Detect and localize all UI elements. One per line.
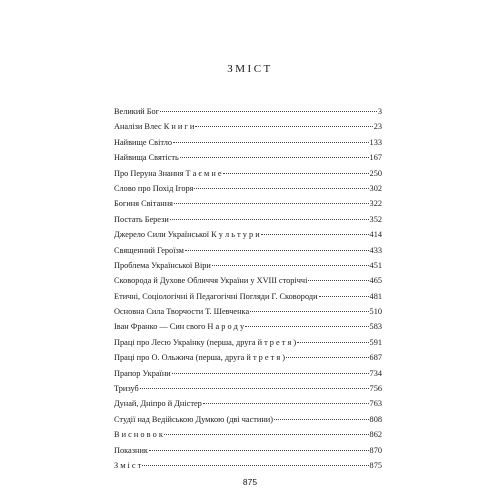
dot-leader xyxy=(170,219,369,220)
dot-leader xyxy=(172,373,369,374)
toc-entry xyxy=(114,366,382,381)
toc-entry-title: Слово про Похід Ігоря xyxy=(114,183,194,193)
toc-entry xyxy=(114,119,382,134)
toc-entry-page: 3 xyxy=(377,107,382,116)
toc-entry-page: 481 xyxy=(369,291,382,301)
toc-entry xyxy=(114,396,382,411)
toc-entry xyxy=(114,289,382,304)
toc-entry xyxy=(114,243,382,258)
dot-leader xyxy=(261,234,369,235)
table-of-contents xyxy=(114,104,382,473)
dot-leader xyxy=(194,188,368,189)
toc-entry-page: 875 xyxy=(369,460,382,470)
toc-entry-page: 583 xyxy=(369,322,382,332)
toc-entry-page: 322 xyxy=(369,199,382,209)
dot-leader xyxy=(140,388,369,389)
toc-entry-title: Студії над Ведійською Думкою (дві частини) xyxy=(114,414,273,424)
toc-entry-title: Аналізи Влес К н и г и xyxy=(114,122,195,132)
toc-entry xyxy=(114,104,382,119)
toc-entry-page: 167 xyxy=(369,153,382,163)
toc-entry-title: З м і с т xyxy=(114,460,142,470)
toc-heading: ЗМІСТ xyxy=(227,63,273,75)
toc-entry-title: Іван Франко — Син свого Н а р о д у xyxy=(114,322,245,332)
toc-entry-page: 250 xyxy=(369,168,382,178)
toc-entry-title: Про Перуна Знання Т а є м н е xyxy=(114,168,222,178)
dot-leader xyxy=(274,419,369,420)
toc-entry xyxy=(114,443,382,458)
toc-entry xyxy=(114,196,382,211)
toc-entry-page: 808 xyxy=(369,414,382,424)
dot-leader xyxy=(319,296,369,297)
toc-entry xyxy=(114,212,382,227)
dot-leader xyxy=(149,450,369,451)
toc-entry-title: Священний Героїзм xyxy=(114,245,184,255)
toc-entry xyxy=(114,273,382,288)
toc-entry-title: Етичні, Соціологічні й Педагогічні Погляди Г. Сковороди xyxy=(114,291,318,301)
dot-leader xyxy=(223,173,369,174)
toc-entry-page: 862 xyxy=(369,430,382,440)
toc-entry-page: 734 xyxy=(369,368,382,378)
toc-entry-title: Показник xyxy=(114,445,148,455)
toc-entry-page: 870 xyxy=(369,445,382,455)
dot-leader xyxy=(286,357,369,358)
toc-entry-page: 510 xyxy=(369,307,382,317)
toc-entry-page: 133 xyxy=(369,137,382,147)
toc-entry-page: 302 xyxy=(369,183,382,193)
toc-entry xyxy=(114,412,382,427)
toc-entry xyxy=(114,381,382,396)
toc-entry-page: 763 xyxy=(369,399,382,409)
dot-leader xyxy=(245,326,368,327)
toc-entry xyxy=(114,427,382,442)
toc-entry xyxy=(114,135,382,150)
toc-entry-page: 23 xyxy=(373,122,382,132)
toc-entry-title: Найвища Святість xyxy=(114,153,179,163)
toc-entry-page: 591 xyxy=(369,337,382,347)
toc-entry-title: Праці про О. Ольжича (перша, друга й т р е т я ) xyxy=(114,353,285,363)
page-number: 875 xyxy=(242,477,258,487)
toc-entry-title: Тризуб xyxy=(114,384,139,394)
dot-leader xyxy=(297,342,368,343)
dot-leader xyxy=(185,250,369,251)
toc-entry-title: Основна Сила Творчости Т. Шевченка xyxy=(114,307,250,317)
toc-entry-page: 451 xyxy=(369,260,382,270)
dot-leader xyxy=(164,434,369,435)
toc-entry xyxy=(114,350,382,365)
toc-entry xyxy=(114,181,382,196)
dot-leader xyxy=(195,126,372,127)
dot-leader xyxy=(212,265,369,266)
toc-entry-title: Проблема Української Віри xyxy=(114,260,211,270)
toc-entry-title: Найвище Світло xyxy=(114,137,173,147)
toc-entry-title: Прапор України xyxy=(114,368,171,378)
dot-leader xyxy=(160,111,377,112)
dot-leader xyxy=(203,403,369,404)
toc-entry-title: Постать Берези xyxy=(114,214,169,224)
toc-entry xyxy=(114,166,382,181)
toc-entry xyxy=(114,335,382,350)
toc-entry-title: Джерело Сили Української К у л ь т у р и xyxy=(114,230,260,240)
toc-entry xyxy=(114,458,382,473)
toc-entry-page: 756 xyxy=(369,384,382,394)
dot-leader xyxy=(142,465,368,466)
toc-entry-title: Праці про Лесю Українку (перша, друга й т р е т я ) xyxy=(114,337,297,347)
dot-leader xyxy=(173,142,368,143)
toc-entry-page: 465 xyxy=(369,276,382,286)
toc-entry xyxy=(114,319,382,334)
dot-leader xyxy=(250,311,368,312)
toc-entry-title: В и с н о в о к xyxy=(114,430,163,440)
dot-leader xyxy=(180,157,369,158)
toc-entry xyxy=(114,227,382,242)
toc-entry-page: 433 xyxy=(369,245,382,255)
toc-entry-title: Великий Бог xyxy=(114,107,160,116)
dot-leader xyxy=(174,203,369,204)
toc-entry-title: Дунай, Дніпро й Дністер xyxy=(114,399,202,409)
toc-entry-page: 687 xyxy=(369,353,382,363)
toc-entry-title: Богиня Світання xyxy=(114,199,173,209)
toc-entry xyxy=(114,304,382,319)
toc-entry-page: 352 xyxy=(369,214,382,224)
toc-entry xyxy=(114,150,382,165)
dot-leader xyxy=(308,280,368,281)
toc-entry-page: 414 xyxy=(369,230,382,240)
toc-entry-title: Сковорода й Духове Обличчя України у XVIII сторіччі xyxy=(114,276,308,286)
toc-entry xyxy=(114,258,382,273)
